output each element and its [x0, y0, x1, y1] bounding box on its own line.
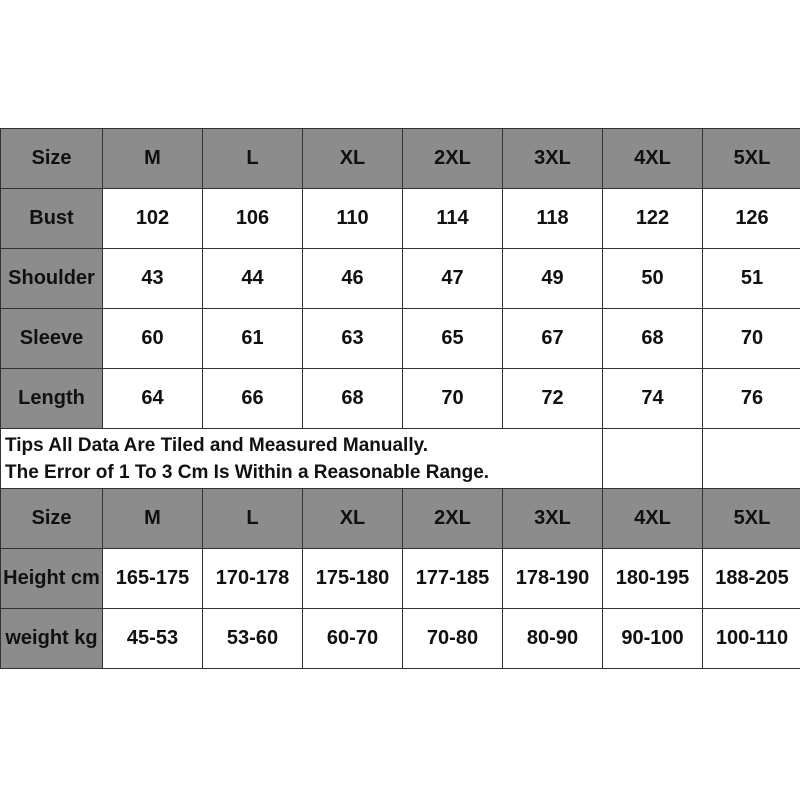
table-cell: 102 — [103, 189, 203, 249]
table-cell: 165-175 — [103, 549, 203, 609]
row-label: Size — [1, 129, 103, 189]
tips-line-2: The Error of 1 To 3 Cm Is Within a Reasonable Range. — [5, 461, 490, 483]
table-cell: 122 — [603, 189, 703, 249]
table-row — [1, 609, 800, 669]
header-cell: 4XL — [603, 489, 703, 549]
table-cell: 76 — [703, 369, 800, 429]
table-cell: 72 — [503, 369, 603, 429]
row-label: Shoulder — [1, 249, 103, 309]
table-cell: 66 — [203, 369, 303, 429]
table-cell: 43 — [103, 249, 203, 309]
table-cell: 110 — [303, 189, 403, 249]
row-label: Height cm — [1, 549, 103, 609]
table-cell: 175-180 — [303, 549, 403, 609]
table-cell: 68 — [303, 369, 403, 429]
header-cell: XL — [303, 129, 403, 189]
header-cell: 5XL — [703, 129, 800, 189]
table-cell: 106 — [203, 189, 303, 249]
table-cell: 47 — [403, 249, 503, 309]
table-cell: 90-100 — [603, 609, 703, 669]
row-label: weight kg — [1, 609, 103, 669]
table-cell: 60 — [103, 309, 203, 369]
tips-line-1: Tips All Data Are Tiled and Measured Manually. — [5, 434, 429, 456]
size-chart-table — [0, 128, 800, 669]
table-row — [1, 249, 800, 309]
table-cell: 114 — [403, 189, 503, 249]
table-cell: 50 — [603, 249, 703, 309]
table-cell: 170-178 — [203, 549, 303, 609]
size-header-row — [1, 129, 800, 189]
table-cell: 60-70 — [303, 609, 403, 669]
table-cell: 44 — [203, 249, 303, 309]
table-cell: 118 — [503, 189, 603, 249]
header-cell: M — [103, 489, 203, 549]
header-cell: 2XL — [403, 489, 503, 549]
table-cell: 45-53 — [103, 609, 203, 669]
header-cell: L — [203, 129, 303, 189]
empty-cell — [703, 429, 800, 489]
table-cell: 68 — [603, 309, 703, 369]
table-cell: 64 — [103, 369, 203, 429]
tips-row — [1, 429, 800, 489]
tips-note — [1, 429, 603, 489]
table-cell: 100-110 — [703, 609, 800, 669]
table-row — [1, 369, 800, 429]
header-cell: 2XL — [403, 129, 503, 189]
table-cell: 67 — [503, 309, 603, 369]
table-cell: 70 — [703, 309, 800, 369]
size-header-row — [1, 489, 800, 549]
empty-cell — [603, 429, 703, 489]
table-cell: 63 — [303, 309, 403, 369]
header-cell: 4XL — [603, 129, 703, 189]
table-cell: 65 — [403, 309, 503, 369]
table-cell: 178-190 — [503, 549, 603, 609]
table-cell: 53-60 — [203, 609, 303, 669]
table-row — [1, 189, 800, 249]
table-cell: 61 — [203, 309, 303, 369]
table-cell: 49 — [503, 249, 603, 309]
table-cell: 70-80 — [403, 609, 503, 669]
table-cell: 180-195 — [603, 549, 703, 609]
table-cell: 70 — [403, 369, 503, 429]
row-label: Bust — [1, 189, 103, 249]
table-cell: 80-90 — [503, 609, 603, 669]
row-label: Length — [1, 369, 103, 429]
table-cell: 51 — [703, 249, 800, 309]
row-label: Sleeve — [1, 309, 103, 369]
table-cell: 74 — [603, 369, 703, 429]
header-cell: 3XL — [503, 129, 603, 189]
table-cell: 126 — [703, 189, 800, 249]
header-cell: XL — [303, 489, 403, 549]
header-cell: 3XL — [503, 489, 603, 549]
header-cell: L — [203, 489, 303, 549]
table-cell: 177-185 — [403, 549, 503, 609]
row-label: Size — [1, 489, 103, 549]
header-cell: 5XL — [703, 489, 800, 549]
table-cell: 46 — [303, 249, 403, 309]
table-row — [1, 549, 800, 609]
table-row — [1, 309, 800, 369]
header-cell: M — [103, 129, 203, 189]
table-cell: 188-205 — [703, 549, 800, 609]
